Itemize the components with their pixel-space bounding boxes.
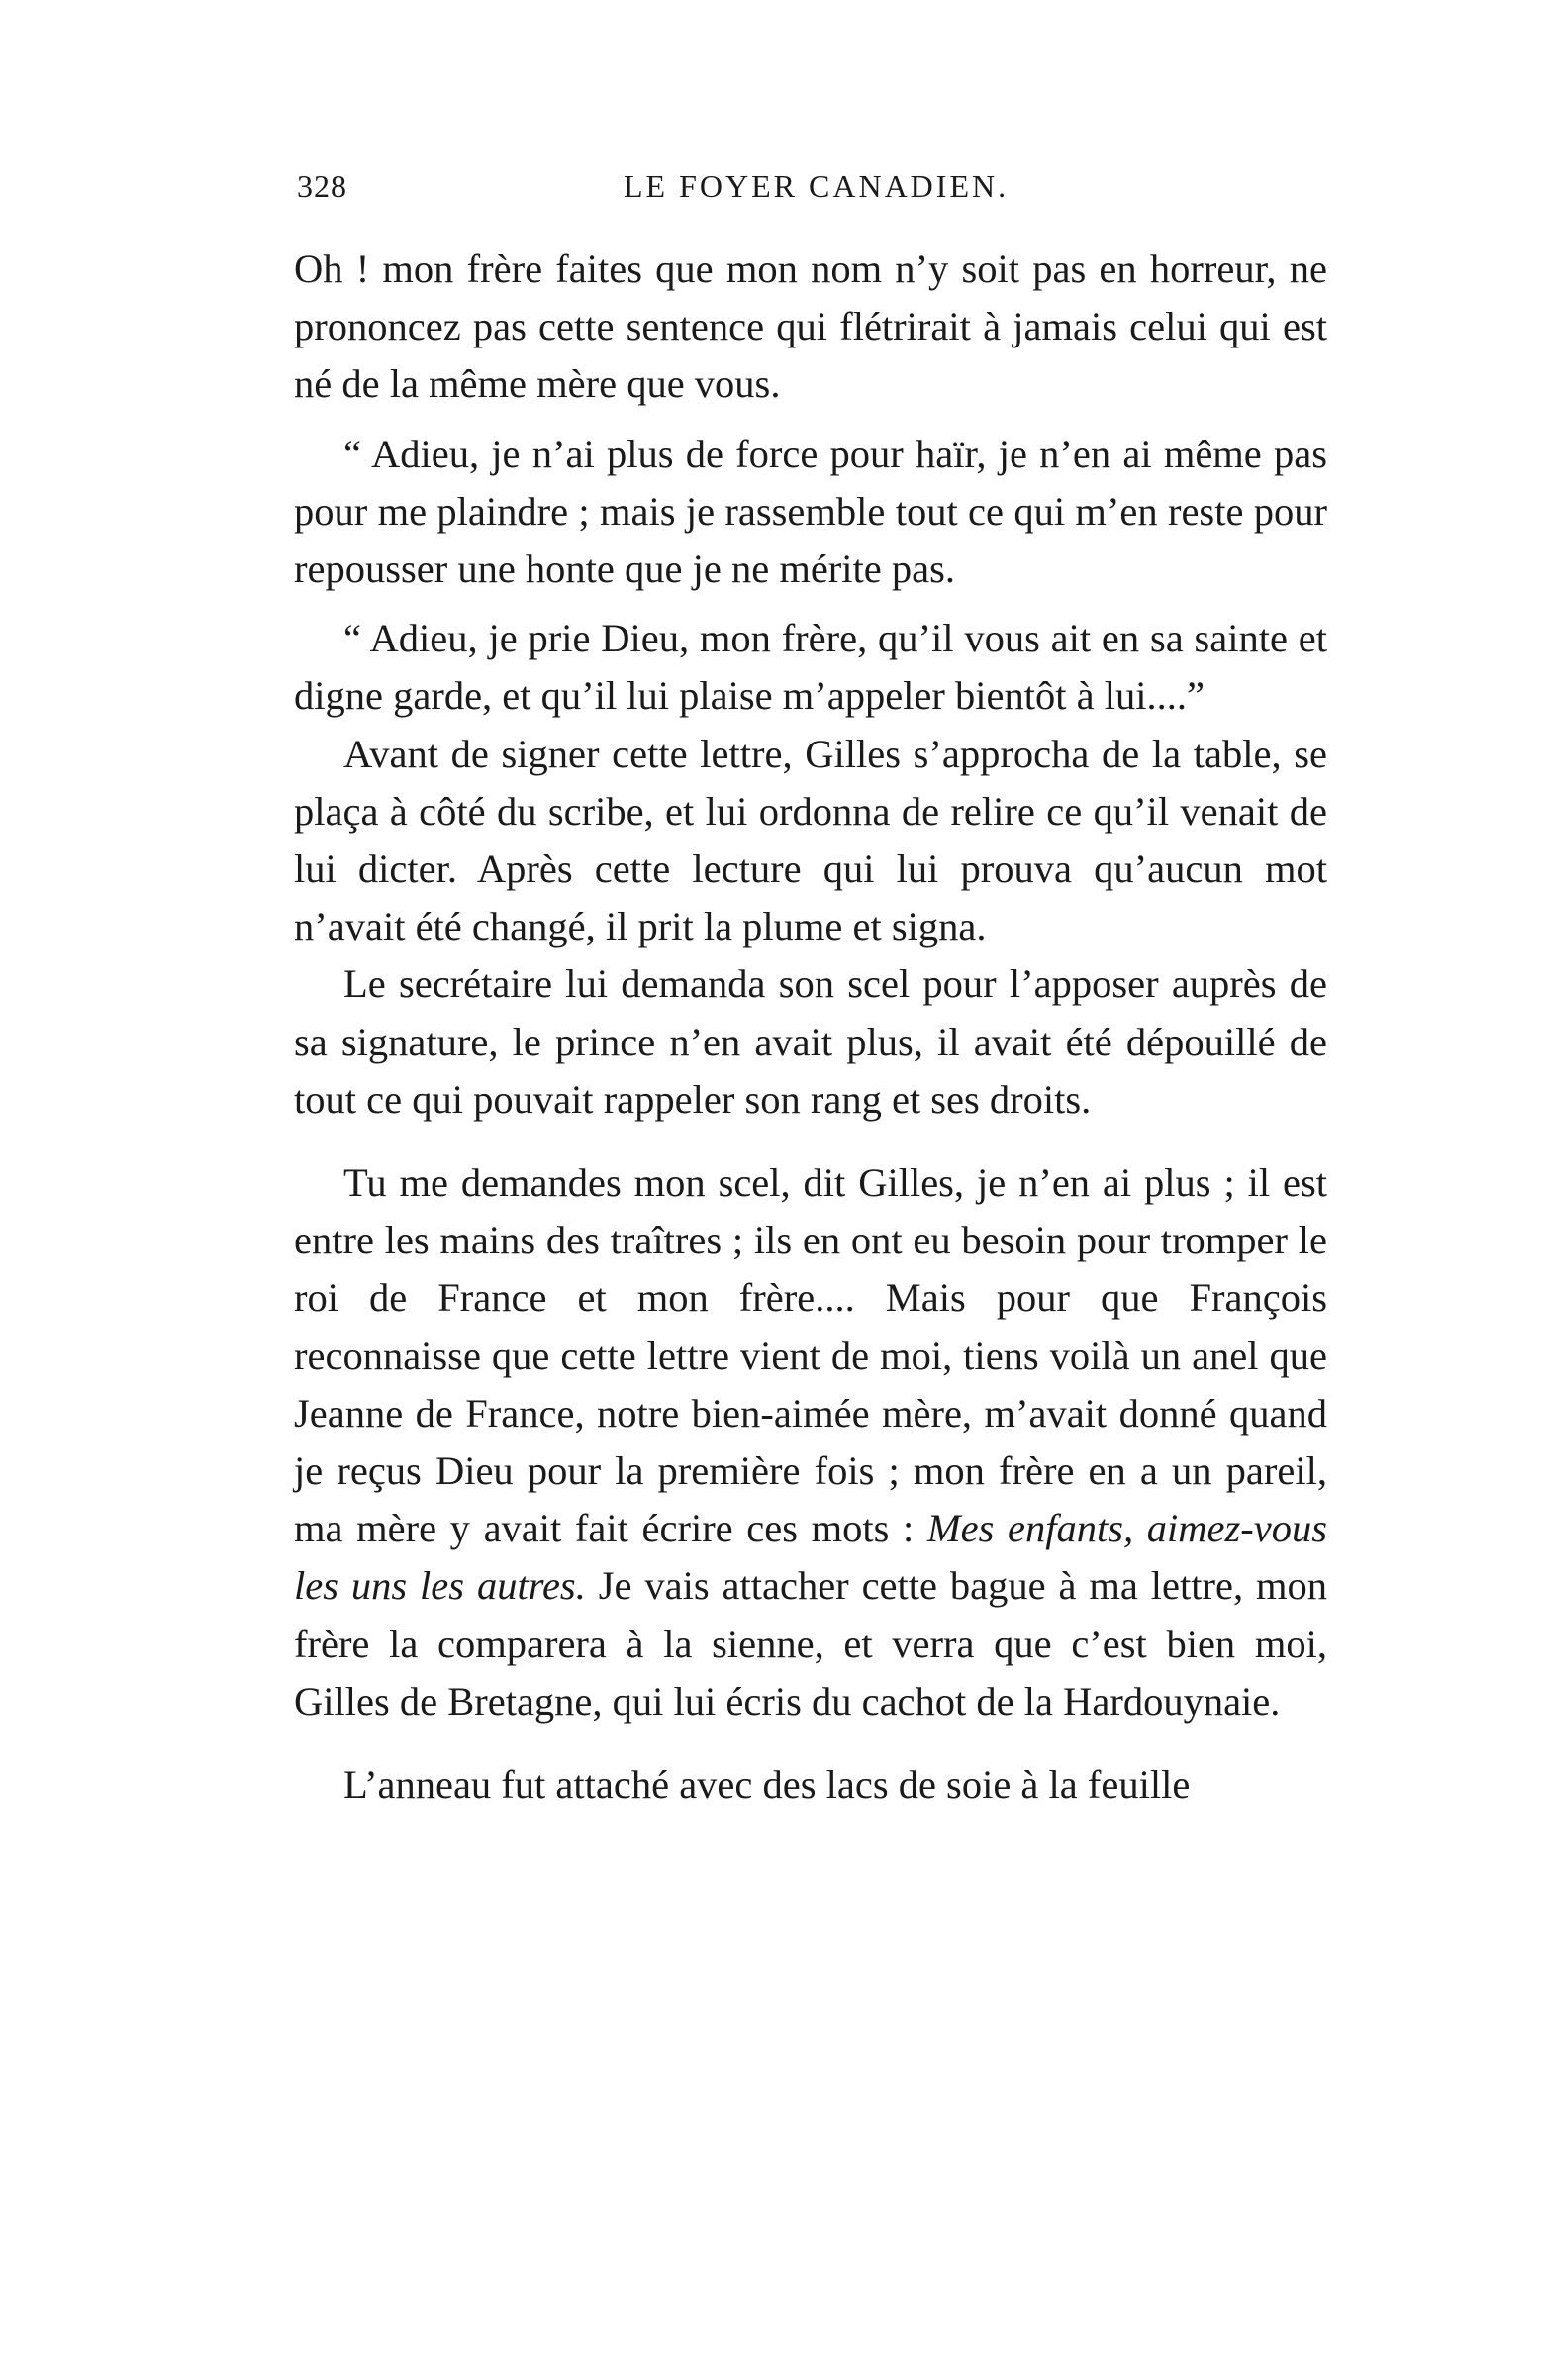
- paragraph-6-italic-quote: Mes enfants, aimez-vous les uns les autres.: [294, 1506, 1327, 1609]
- page-header: [297, 168, 1326, 218]
- running-title: LE FOYER CANADIEN.: [624, 168, 1010, 204]
- paragraph-2: “ Adieu, je n’ai plus de force pour haïr, je n’en ai même pas pour me plaindre ; mais je rassemble tout ce qui m’en reste pour repousser une honte que je ne mérite pas.: [294, 431, 1327, 592]
- paragraph-6-text-after: Je vais attacher cette bague à ma lettre, mon frère la comparera à la sienne, et verra que c’est bien moi, Gilles de Bretagne, qui lui écris du cachot de la Hardouynaie.: [294, 1563, 1327, 1724]
- paragraph-6: [294, 1154, 1327, 1731]
- page-number: 328: [297, 168, 347, 204]
- paragraph-4: Avant de signer cette lettre, Gilles s’approcha de la table, se plaça à côté du scribe, et lui ordonna de relire ce qu’il venait de lui dicter. Après cette lecture qui lui prouva qu’aucun mot n’avait été changé, il prit la plume et signa.: [294, 731, 1327, 949]
- paragraph-3: “ Adieu, je prie Dieu, mon frère, qu’il vous ait en sa sainte et digne garde, et qu’il lui plaise m’appeler bientôt à lui....”: [294, 616, 1327, 719]
- body-text: [294, 241, 1327, 1814]
- paragraph-1: Oh ! mon frère faites que mon nom n’y soit pas en horreur, ne prononcez pas cette sentence qui flétrirait à jamais celui qui est né de la même mère que vous.: [294, 247, 1327, 407]
- paragraph-7: L’anneau fut attaché avec des lacs de soie à la feuille: [343, 1762, 1191, 1808]
- paragraph-5: Le secrétaire lui demanda son scel pour l’apposer auprès de sa signature, le prince n’en avait plus, il avait été dépouillé de tout ce qui pouvait rappeler son rang et ses droits.: [294, 961, 1327, 1122]
- paragraph-6-text-before: Tu me demandes mon scel, dit Gilles, je n’en ai plus ; il est entre les mains des traîtres ; ils en ont eu besoin pour tromper le roi de France et mon frère.... Mais pour que François reconnaisse que cette lettre vient de moi, tiens voilà un anel que Jeanne de France, notre bien-aimée mère, m’avait donné quand je reçus Dieu pour la première fois ; mon frère en a un pareil, ma mère y avait fait écrire ces mots :: [294, 1160, 1327, 1551]
